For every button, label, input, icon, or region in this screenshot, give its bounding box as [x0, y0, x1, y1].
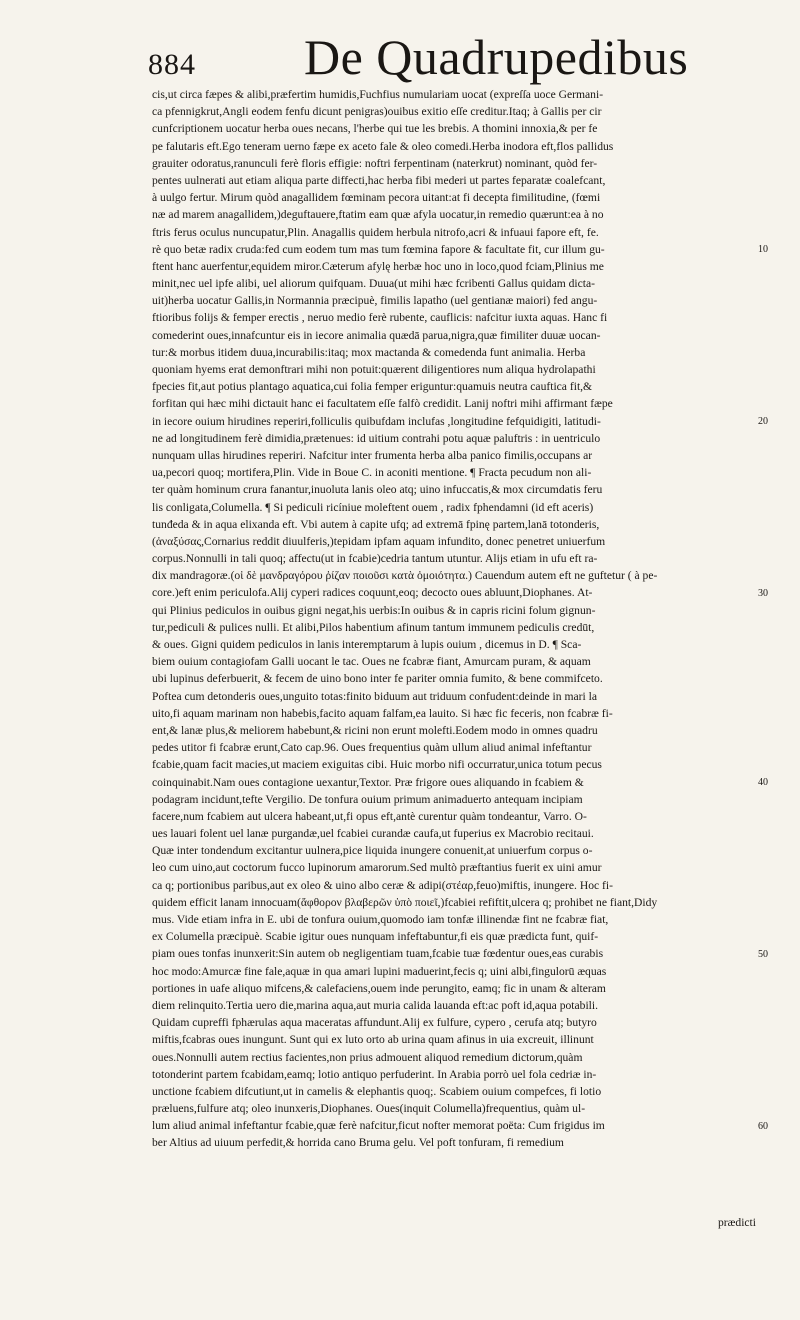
text-line: podagram incidunt,tefte Vergilio. De tonfura ouium primum animaduerto antequam incipiam [152, 792, 583, 806]
margin-line-number: 60 [758, 1121, 768, 1132]
text-line: lum aliud animal infeftantur fcabie,quæ ferè nafcitur,ficut nofter memorat poëta: Cum frigidus im [152, 1119, 605, 1133]
margin-line-number: 10 [758, 243, 768, 255]
text-line: coinquinabit.Nam oues contagione uexantur,Textor. Præ frigore oues aliquando in fcabiem & [152, 775, 584, 789]
text-line: diem relinquito.Tertia uero die,marina aqua,aut muria calida lauanda eft:ac poft id,aqua potabili. [152, 998, 599, 1012]
text-line: tur:& morbus itidem duua,incurabilis:itaq; mox mactanda & comedenda funt animalia. Herba [152, 345, 586, 359]
text-line: forfitan qui hæc mihi dictauit hanc ei facultatem eſſe falfò credidit. Lanij noftri mihi affirmant fæpe [152, 397, 613, 411]
running-title: De Quadrupedibus [304, 29, 689, 85]
text-line: ca pfennigkrut,Angli eodem fenfu dicunt penigras)ouibus exitio eſſe creditur.Itaq; à Gallis per cir [152, 105, 602, 119]
text-line: Quæ inter tondendum excitantur uulnera,pice liquida inungere conuenit,at uniuerfum corpus o- [152, 844, 593, 858]
text-line: biem ouium contagiofam Galli uocant le tac. Oues ne fcabræ fiant, Amurcam puram, & aquam [152, 655, 591, 669]
text-line: qui Plinius pediculos in ouibus gigni negat,his uerbis:In ouibus & in capris ricini folum gignun- [152, 603, 596, 617]
text-line: ca q; portionibus paribus,aut ex oleo & uino albo ceræ & adipi(στέαρ,feuo)miftis, inungere. Hoc fi- [152, 878, 614, 892]
text-line: totonderint partem fcabidam,eamq; lotio antiquo perfuderint. In Arabia porrò uel fola cedriæ in- [152, 1067, 597, 1081]
text-line: piam oues tonfas inunxerit:Sin autem ob negligentiam tuam,fcabie tuæ fœdentur oues,eas curabis [152, 947, 604, 961]
text-line: nunquam ullas hirudines reperiri. Nafcitur inter frumenta herba alba panico fimilis,occupans ar [152, 448, 593, 462]
text-line: ftris ferus oculus nuncupatur,Plin. Anagallis quidem herbula nitrofo,acri & infuaui fapore eft, fe. [152, 225, 599, 239]
text-line: facere,num fcabiem aut ulcera habeant,ut,fi opus eft,antè curentur quàm tondeantur, Varro. O- [152, 809, 587, 823]
text-line: ber Altius ad uiuum perfedit,& horrida cano Bruma gelu. Vel poft tonfuram, fi remedium [152, 1136, 564, 1150]
catchword: prædicti [718, 1216, 756, 1229]
text-line: in iecore ouium hirudines reperiri,folliculis quibufdam inclufas ,longitudine fefquidigiti, latitudi- [152, 414, 601, 428]
text-line: næ ad marem anagallidem,)deguftauere,ftatim eam quæ afyla uocatur,in remedio quærunt:ea à no [152, 208, 604, 222]
text-line: pedes utitor fi fcabræ erunt,Cato cap.96. Oues frequentius quàm ullum aliud animal infeftantur [152, 741, 592, 755]
text-line: ua,pecori quoq; mortifera,Plin. Vide in Boue C. in aconiti mentione. ¶ Fracta pecudum non ali- [152, 466, 592, 480]
text-line: fpecies fit,aut potius plantago aquatica,cui folia femper eriguntur:quamuis neutra cauftica fit,& [152, 380, 593, 394]
text-line: rè quo betæ radix cruda:fed cum eodem tum mas tum fœmina fapore & facultate fit, cur illum gu- [152, 242, 605, 256]
margin-line-number: 40 [758, 777, 768, 788]
text-line: comederint oues,innafcuntur eis in iecore animalia quædā parua,nigra,quæ fimiliter duuæ uocan- [152, 328, 601, 342]
text-line: Quidam cupreffi fphærulas aqua maceratas affundunt.Alij ex fulfure, cypero , cerufa atq; butyro [152, 1016, 597, 1030]
text-line: hoc modo:Amurcæ fine fale,aquæ in qua amari lupini maduerint,fecis q; uini albi,fingulorū æquas [152, 964, 607, 978]
margin-line-number: 30 [758, 587, 768, 599]
text-line: tunđeda & in aqua elixanda eft. Vbi autem à capite ufq; ad extremā fpinę partem,lanā totonderis, [152, 517, 600, 531]
line-number-margin [758, 86, 794, 1216]
text-line: & oues. Gigni quidem pediculos in lanis interemptarum à lupis ouium , dicemus in D. ¶ Sca- [152, 638, 582, 651]
text-line: cis,ut circa fæpes & alibi,præfertim humidis,Fuchfius numulariam uocat (expreſſa uoce Germani- [152, 88, 604, 101]
text-line: oues.Nonnulli autem rectius facientes,non prius admouent aliquod remedium dictorum,quàm [152, 1050, 583, 1064]
text-line: core.)eft enim periculofa.Alij cyperi radices coquunt,eoq; decocto oues abluunt,Diophanes. At- [152, 586, 593, 600]
text-line: uito,fi aquam marinam non habebis,facito aquam falfam,ea lauito. Si hæc fic feceris, non fcabræ fi- [152, 706, 613, 720]
margin-line-number: 20 [758, 415, 768, 427]
text-line: miftis,fcabras oues inungunt. Sunt qui ex luto orto ab urina quam afinus in uia excreuit, illinunt [152, 1033, 594, 1047]
text-line: minit,nec uel ipfe alibi, uel aliorum quifquam. Duua(ut mihi hæc fcribenti Gallus quidam dicta- [152, 277, 596, 291]
text-line: fcabie,quam facit macies,ut maciem exiguitas cibi. Huic morbo nifi occurratur,unica totum pecus [152, 758, 602, 772]
text-line: ftioribus folijs & femper erectis , neruo medio ferè rubente, cauflicis: nafcitur iuxta aquas. Hanc fi [152, 311, 608, 325]
text-line: ubi lupinus deferbuerit, & fecem de uino bono inter fe pariter omnia fumito, & bene commifceto. [152, 672, 603, 686]
text-line: (ἀναξύσας,Cornarius reddit diuulferis,)tepidam ipfam aquam infundito, donec penetret uniuerfum [152, 534, 606, 548]
text-line: à uulgo fertur. Mirum quòd anagallidem fœminam pecora uitant:at fi decepta fimilitudine, (fœmi [152, 191, 601, 205]
text-line: ftent hanc auerfentur,equidem miror.Cæterum afylę herbæ hoc uno in loco,quod fciam,Plinius me [152, 259, 604, 273]
page-number: 884 [148, 48, 196, 81]
text-line: ues lauari folent uel lanæ purgandæ,uel fcabiei curandæ caufa,ut fuperius ex Macrobio recitaui. [152, 827, 594, 841]
margin-line-number: 50 [758, 949, 768, 960]
text-line: ter quàm hominum crura fanantur,inuoluta lanis oleo atq; uino infuccatis,& mox circumdatis feru [152, 483, 603, 497]
text-line: ex Columella præcipuè. Scabie igitur oues nunquam infeftabuntur,fi eis quæ prædicta funt, quif- [152, 930, 599, 944]
text-line: ent,& lanæ plus,& meliorem habebunt,& ricini non erunt molefti.Eodem modo in omnes quadru [152, 723, 598, 737]
text-line: grauiter odoratus,ranunculi ferè floris effigie: noftri ferpentinam (naterkrut) nominant, quòd fer- [152, 156, 598, 170]
text-line: uit)herba uocatur Gallis,in Normannia præcipuè, fimilis lapatho (uel gentianæ maiori) fed angu- [152, 294, 598, 308]
text-line: pe falutaris eft.Ego teneram uerno fæpe ex aceto fale & oleo comedi.Herba inodora eft,flos pallidus [152, 139, 614, 153]
text-line: ne ad longitudinem ferè dimidia,prætenues: id uitium contrahi potu aquæ paluftris : in uentriculo [152, 431, 601, 445]
text-line: portiones in uafe aliquo mifcens,& calefaciens,ouem inde perungito, eamq; fic in unam & alteram [152, 981, 606, 995]
text-line: quoniam hyems erat demonftrari mihi non potuit:quærent diligentiores num aliqua hydrolapathi [152, 363, 596, 376]
text-line: Poftea cum detonderis oues,unguito totas:finito biduum aut triduum confudent:deinde in mari la [152, 689, 597, 703]
text-line: leo cum uino,aut coctorum fucco lupinorum amarorum.Sed multò præftantius fuerit ex uini amur [152, 861, 602, 875]
text-line: cunfcriptionem uocatur herba oues necans, l'herbe qui tue les brebis. A thomini innoxia,& per fe [152, 122, 598, 136]
text-line: pentes uulnerati aut etiam aliqua parte diffecti,hac herba fibi mederi ut partes feparatæ coalefcant, [152, 173, 606, 187]
text-line: præluens,fulfure atq; oleo inunxeris,Diophanes. Oues(inquit Columella)frequentius, quàm ul- [152, 1102, 586, 1116]
text-line: dix mandragoræ.(οἱ δὲ μανδραγόρου ῥίζαν ποιοῦσι κατὰ ὁμοιότητα.) Cauendum autem eft ne guftetur ( à pe- [152, 569, 658, 583]
page-header [148, 24, 740, 88]
body-text [152, 86, 758, 1216]
text-line: corpus.Nonnulli in tali quoq; affectu(ut in fcabie)cedria tantum utuntur. Alijs etiam in ufu eft ra- [152, 552, 598, 566]
text-line: unctione fcabiem difcutiunt,ut in camelis & elephantis quoq;. Scabiem ouium compefces, fi lotio [152, 1084, 602, 1098]
text-line: tur,pediculi & pulices nulli. Et alibi,Pilos habentium afinum tantum immunem pediculis credūt, [152, 620, 595, 634]
text-line: lis conligata,Columella. ¶ Si pediculi ricíniue moleftent ouem , radix fphendamni (id eft aceris) [152, 500, 594, 514]
text-line: quidem efficit lanam innocuam(ἄφθορον βλαβερῶν ὑπὸ ποιεῖ,)fcabiei refiftit,ulcera q; prohibet ne fiant,Didy [152, 895, 658, 909]
text-line: mus. Vide etiam infra in E. ubi de tonfura ouium,quomodo iam tonfæ illinendæ fint ne fcabræ fiat, [152, 913, 609, 926]
